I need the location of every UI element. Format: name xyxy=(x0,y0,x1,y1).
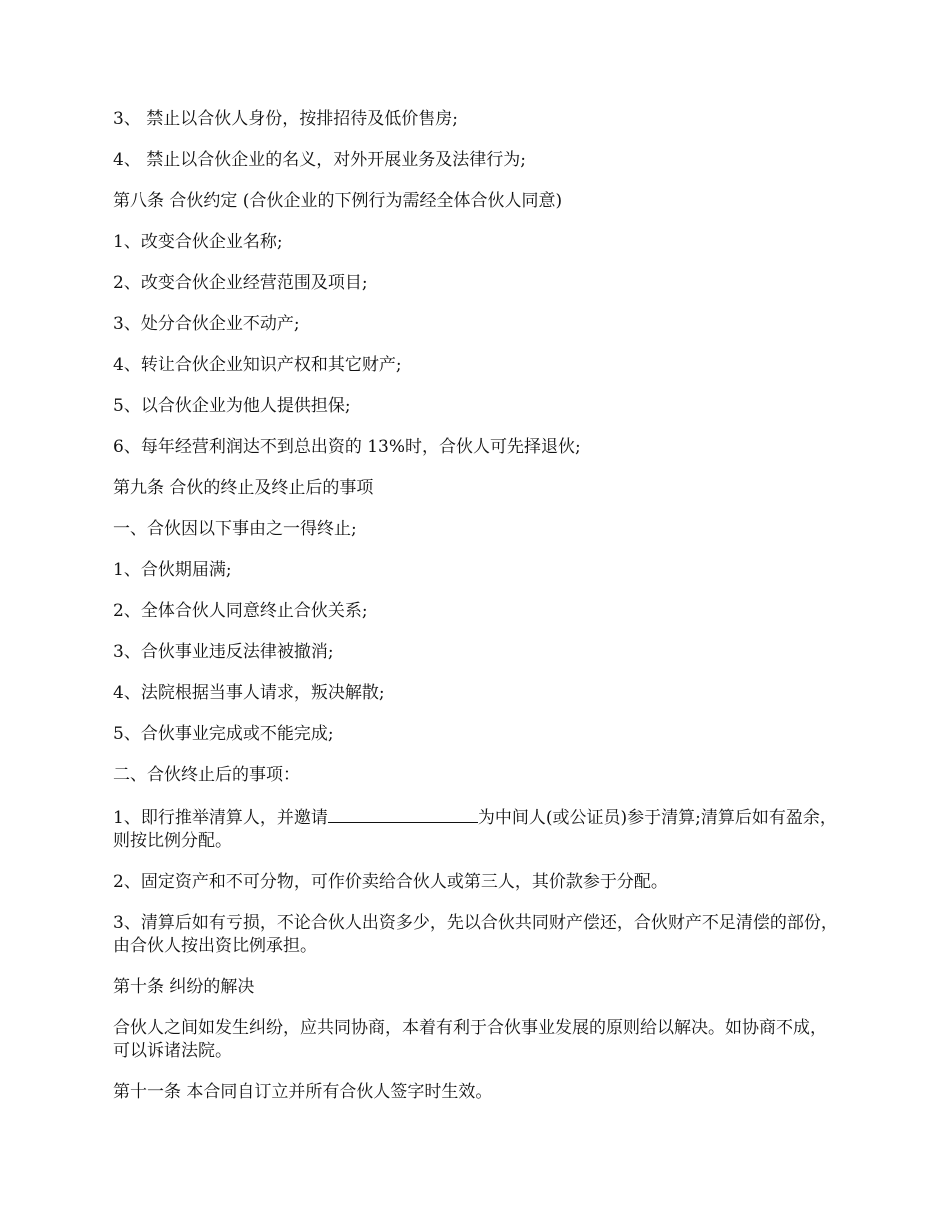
fill-in-blank[interactable] xyxy=(328,805,478,823)
clause-item: 4、法院根据当事人请求，叛决解散; xyxy=(113,683,385,703)
clause-item: 1、合伙期届满; xyxy=(113,560,232,580)
clause-item: 2、全体合伙人同意终止合伙关系; xyxy=(113,601,368,621)
body-paragraph: 合伙人之间如发生纠纷，应共同协商，本着有利于合伙事业发展的原则给以解决。如协商不成，可以诉诸法院。 xyxy=(113,1018,827,1061)
clause-text-after-blank: 为中间人(或公证员)参于清算;清算后如有盈余，则按比例分配。 xyxy=(113,808,837,851)
clause-item: 2、固定资产和不可分物，可作价卖给合伙人或第三人，其价款参于分配。 xyxy=(113,872,668,892)
clause-item-with-blank xyxy=(113,805,843,853)
clause-item: 4、转让合伙企业知识产权和其它财产; xyxy=(113,355,402,375)
clause-item: 3、合伙事业违反法律被撤消; xyxy=(113,642,334,662)
clause-item: 2、改变合伙企业经营范围及项目; xyxy=(113,273,368,293)
article-heading: 第十条 纠纷的解决 xyxy=(113,977,255,997)
section-heading: 一、合伙因以下事由之一得终止; xyxy=(113,519,357,539)
clause-item: 5、以合伙企业为他人提供担保; xyxy=(113,396,351,416)
article-heading: 第九条 合伙的终止及终止后的事项 xyxy=(113,478,374,498)
clause-item: 3、清算后如有亏损，不论合伙人出资多少，先以合伙共同财产偿还，合伙财产不足清偿的部份，由合伙人按出资比例承担。 xyxy=(113,913,838,956)
clause-item: 4、 禁止以合伙企业的名义，对外开展业务及法律行为; xyxy=(113,150,526,170)
clause-item: 6、每年经营利润达不到总出资的 13%时，合伙人可先择退伙; xyxy=(113,437,581,457)
clause-item: 3、 禁止以合伙人身份，按排招待及低价售房; xyxy=(113,109,458,129)
clause-text-before-blank: 1、即行推举清算人，并邀请 xyxy=(113,808,328,828)
clause-item: 1、改变合伙企业名称; xyxy=(113,232,283,252)
article-heading: 第八条 合伙约定 (合伙企业的下例行为需经全体合伙人同意) xyxy=(113,191,563,211)
article-heading: 第十一条 本合同自订立并所有合伙人签字时生效。 xyxy=(113,1082,493,1102)
clause-item: 5、合伙事业完成或不能完成; xyxy=(113,724,334,744)
section-heading: 二、合伙终止后的事项： xyxy=(113,765,300,785)
clause-item: 3、处分合伙企业不动产; xyxy=(113,314,300,334)
document-page xyxy=(113,108,843,1122)
